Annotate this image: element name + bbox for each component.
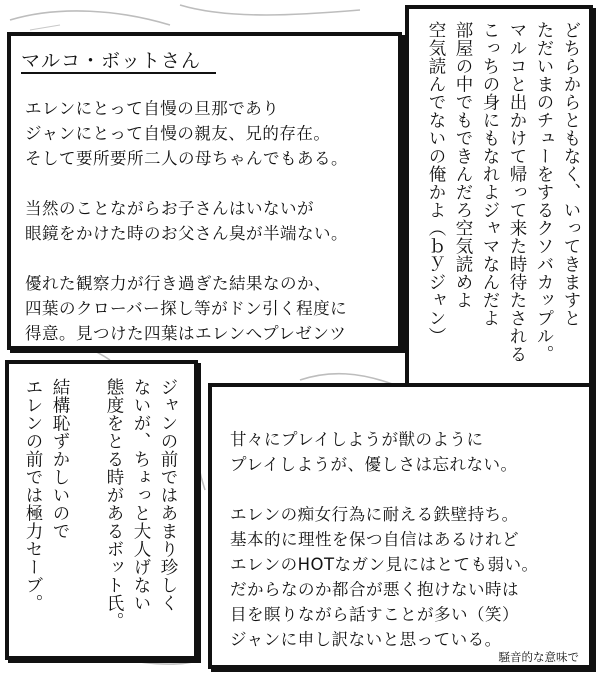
bottom-right-panel <box>208 383 593 669</box>
profile-line: 当然のことながらお子さんはいないが <box>25 199 314 218</box>
note-column: エレンの前では極力セーブ。 <box>23 378 43 612</box>
quote-column: ただいまのチューをするクソバカップル。 <box>534 21 554 363</box>
profile-line: そして要所要所二人の母ちゃんでもある。 <box>25 149 348 168</box>
detail-line: 目を瞑りながら話すことが多い（笑） <box>230 605 519 624</box>
detail-line: だからなのか都合が悪く抱けない時は <box>230 580 519 599</box>
note-column: ジャンの前ではあまり珍しく <box>158 378 178 612</box>
footnote-caption: 騒音的な意味で <box>498 650 579 664</box>
detail-line: 甘々にプレイしようが獣のように <box>230 430 484 449</box>
detail-line: ジャンに申し訳ないと思っている。 <box>230 630 502 649</box>
profile-line: 四葉のクローバー探し等がドン引く程度に <box>25 299 348 318</box>
jean-quote-panel <box>405 5 593 405</box>
detail-line: エレンの痴女行為に耐える鉄壁持ち。 <box>230 505 519 524</box>
quote-column: マルコと出かけて帰って来た時待たされる <box>507 21 527 363</box>
detail-line: エレンのHOTなガン見にはとても弱い。 <box>230 555 539 574</box>
profile-panel <box>7 32 402 350</box>
quote-column: 空気読んでないの俺かよ（ｂｙジャン） <box>426 21 446 345</box>
detail-line: プレイしようが、優しさは忘れない。 <box>230 455 518 474</box>
bottom-left-panel <box>5 360 198 660</box>
note-column: 態度をとる時があるボット氏。 <box>104 378 124 630</box>
profile-line: 眼鏡をかけた時のお父さん臭が半端ない。 <box>25 224 348 243</box>
quote-column: どちらからともなく、いってきますと <box>561 21 581 327</box>
quote-column: 部屋の中でもできんだろ空気読めよ <box>453 21 473 309</box>
detail-line: 基本的に理性を保つ自信はあるけれど <box>230 530 519 549</box>
profile-line: 得意。見つけた四葉はエレンへプレゼンツ <box>25 324 347 343</box>
profile-line: エレンにとって自慢の旦那であり <box>25 99 280 118</box>
panel-title: マルコ・ボットさん <box>21 50 202 72</box>
note-column: ないが、ちょっと大人げない <box>131 378 151 612</box>
title-underline <box>21 72 216 74</box>
profile-line: 優れた観察力が行き過ぎた結果なのか、 <box>25 274 331 293</box>
profile-line: ジャンにとって自慢の親友、兄的存在。 <box>25 124 331 143</box>
quote-column: こっちの身にもなれよジャマなんだよ <box>480 21 500 327</box>
note-column: 結構恥ずかしいので <box>50 378 70 540</box>
